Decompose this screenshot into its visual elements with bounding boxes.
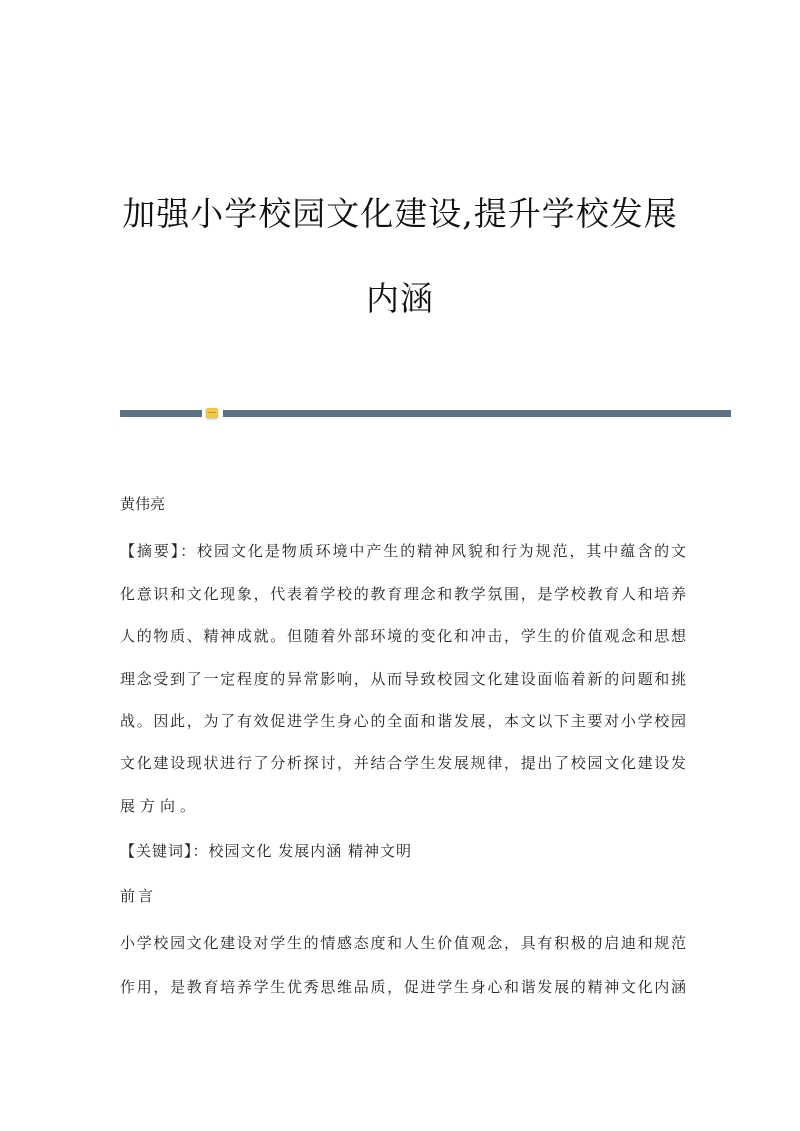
preface-heading: 前言 [120, 887, 157, 905]
abstract-line: 化意识和文化现象，代表着学校的教育理念和教学氛围，是学校教育人和培养 [120, 585, 686, 603]
preface-line: 小学校园文化建设对学生的情感态度和人生价值观念，具有积极的启迪和规范 [120, 934, 686, 952]
abstract-line: 文化建设现状进行了分析探讨，并结合学生发展规律，提出了校园文化建设发 [120, 754, 686, 772]
author-name: 黄伟亮 [120, 495, 166, 513]
preface-line: 作用，是教育培养学生优秀思维品质，促进学生身心和谐发展的精神文化内涵 [120, 978, 686, 996]
divider-bar-right [223, 410, 731, 417]
abstract-line: 战。因此，为了有效促进学生身心的全面和谐发展，本文以下主要对小学校园 [120, 712, 686, 730]
abstract-line: 【摘要】：校园文化是物质环境中产生的精神风貌和行为规范，其中蕴含的文 [120, 542, 686, 560]
document-title-line-1: 加强小学校园文化建设,提升学校发展 [122, 194, 678, 233]
divider-ornament-icon [206, 408, 218, 418]
abstract-line: 展方向。 [120, 797, 201, 815]
abstract-line: 理念受到了一定程度的异常影响，从而导致校园文化建设面临着新的问题和挑 [120, 670, 686, 688]
abstract-line: 人的物质、精神成就。但随着外部环境的变化和冲击，学生的价值观念和思想 [120, 627, 686, 645]
document-title-line-2: 内涵 [366, 279, 434, 318]
divider-bar-left [120, 410, 202, 417]
keywords: 【关键词】：校园文化 发展内涵 精神文明 [120, 842, 413, 860]
